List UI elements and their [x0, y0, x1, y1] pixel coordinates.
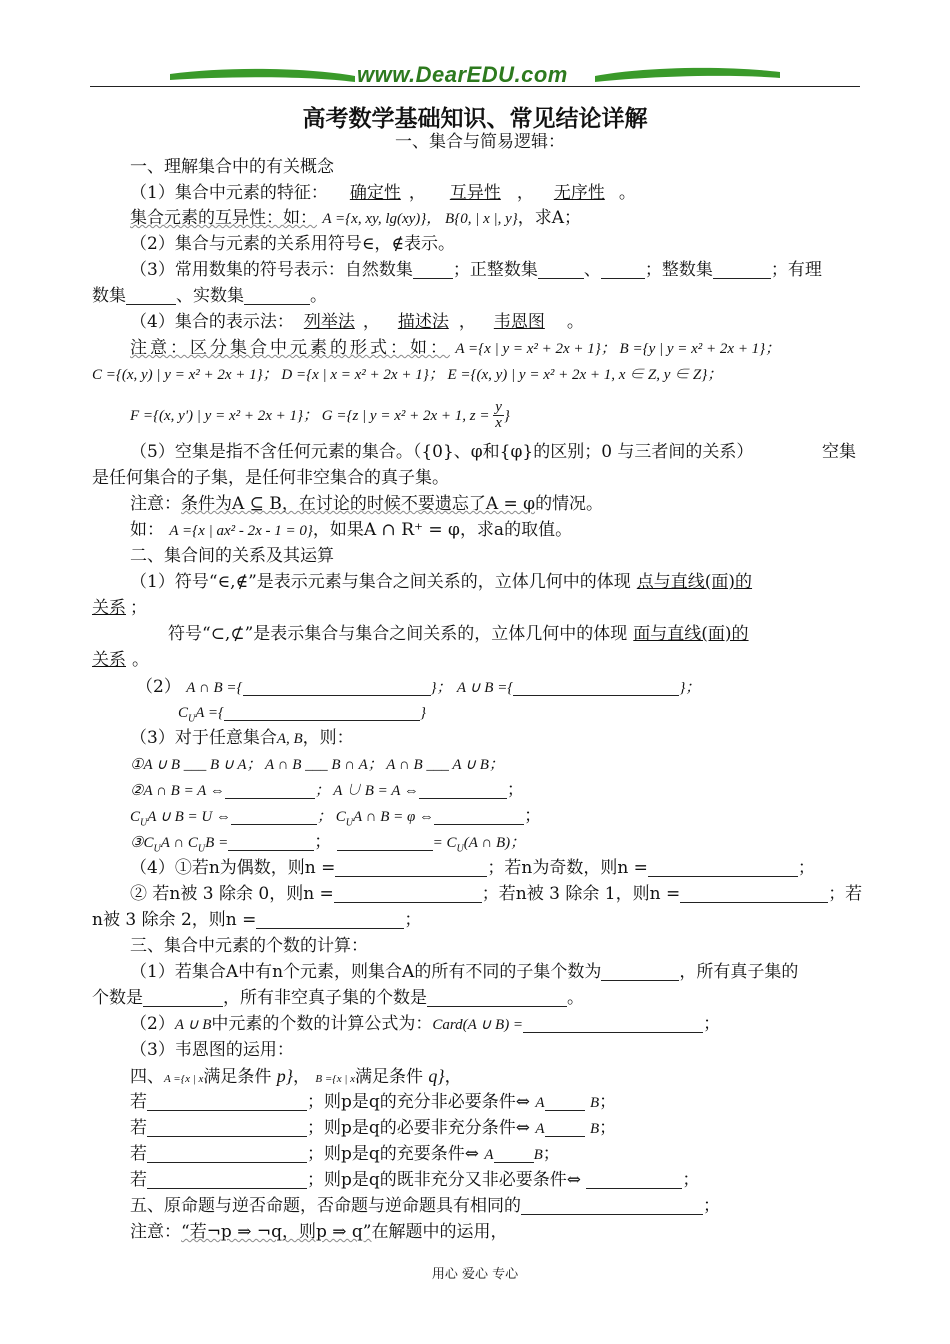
- part2-line5: （2） A ∩ B ={ }； A ∪ B ={ }；: [136, 677, 701, 697]
- part1-heading: 一、理解集合中的有关概念: [130, 157, 334, 177]
- page-footer: 用心 爱心 专心: [431, 1267, 519, 1282]
- part2-line9: ②A ∩ B = A ⇔ ； A ∪ B = A ⇔ ；: [130, 780, 524, 800]
- part3-line1: （1）若集合A中有n个元素，则集合A的所有不同的子集个数为 ，所有真子集的: [130, 962, 799, 982]
- part2-line13: ② 若n被 3 除余 0，则n = ；若n被 3 除余 1，则n = ；若: [130, 884, 863, 904]
- part1-line6: （4）集合的表示法： 列举法 ， 描述法 ， 韦恩图 。: [130, 312, 584, 332]
- section-heading: 一、集合与简易逻辑：: [395, 132, 565, 152]
- page-title: 高考数学基础知识、常见结论详解: [302, 105, 648, 132]
- part1-line12: 注意：条件为A ⊆ B，在讨论的时候不要遗忘了A = φ的情况。: [130, 494, 604, 514]
- part1-line10: （5）空集是指不含任何元素的集合。（{0}、φ和{φ}的区别；0 与三者间的关系）: [130, 442, 754, 462]
- part5-note: 注意：“若¬p ⇒ ¬q，则p ⇒ q”在解题中的运用，: [130, 1222, 508, 1242]
- part2-line11: $③C_UA$ ∩ $C_UB$ = ； = $C_U(A$ ∩ B)；: [130, 832, 526, 855]
- part1-line3: （2）集合与元素的关系用符号∈，∉表示。: [130, 234, 455, 254]
- part1-line4: （3）常用数集的符号表示：自然数集 ；正整数集 、 ；整数集 ；有理: [130, 260, 822, 280]
- header-rule: [90, 86, 860, 87]
- part1-line9: F ={(x, y') | y = x² + 2x + 1}； G ={z | y = x² + 2x + 1, z = $\frac{y}{x}$ }: [130, 399, 510, 431]
- part3-line4: （3）韦恩图的运用：: [130, 1040, 294, 1060]
- part2-line3: 符号“⊂,⊄”是表示集合与集合之间关系的，立体几何中的体现 面与直线(面)的: [168, 624, 749, 644]
- part1-line8: C ={(x, y) | y = x² + 2x + 1}； D ={x | x = x² + 2x + 1}； E ={(x, y) | y = x² + 2x + 1, x ∈ Z, y ∈ Z}；: [92, 367, 723, 383]
- part2-line4: 关系 。: [92, 650, 149, 670]
- part4-row: 若 ；则p是q的充要条件⇔ A B；: [130, 1144, 560, 1164]
- part2-line8: ①A ∪ B ___ B ∪ A； A ∩ B ___ B ∩ A； A ∩ B ___ A ∪ B；: [130, 757, 504, 773]
- part2-line10: $C_UA$ ∪ B = U ⇔ ； $C_UA$ ∩ B = φ ⇔ ；: [130, 806, 542, 829]
- part3-line2: 个数是 ，所有非空真子集的个数是 。: [92, 988, 584, 1008]
- part4-row: 若 ；则p是q的充分非必要条件⇔ A B；: [130, 1092, 617, 1112]
- part2-line12: （4）①若n为偶数，则n = ；若n为奇数，则n = ；: [130, 858, 815, 878]
- part3-line3: （2）A ∪ B中元素的个数的计算公式为：Card(A ∪ B) = ；: [130, 1014, 721, 1034]
- part1-line1: （1）集合中元素的特征： 确定性 ， 互异性 ， 无序性 。: [130, 183, 636, 203]
- part2-line7: （3）对于任意集合A, B，则：: [130, 728, 354, 748]
- part3-heading: 三、集合中元素的个数的计算：: [130, 936, 368, 956]
- part2-heading: 二、集合间的关系及其运算: [130, 546, 334, 566]
- part1-line11: 是任何集合的子集，是任何非空集合的真子集。: [92, 468, 449, 488]
- part2-line1: （1）符号“∈,∉”是表示元素与集合之间关系的，立体几何中的体现 点与直线(面)的: [130, 572, 753, 592]
- part2-line2: 关系 ；: [92, 598, 147, 618]
- part2-line14: n被 3 除余 2，则n = ；: [92, 910, 422, 930]
- site-logo-text: www.DearEDU.com: [357, 62, 568, 87]
- part1-line13: 如： A ={x | ax² - 2x - 1 = 0}，如果A ∩ R⁺ = φ，求a的取值。: [130, 520, 573, 540]
- part4-heading: 四、A ={x | x满足条件 p}， B ={x | x满足条件 q}，: [130, 1066, 462, 1087]
- part1-line10-end: 空集: [822, 442, 856, 462]
- part5-heading: 五、原命题与逆否命题，否命题与逆命题具有相同的 ；: [130, 1196, 720, 1216]
- part4-row: 若 ；则p是q的既非充分又非必要条件⇔ ；: [130, 1170, 700, 1190]
- part1-line7: 注意：区分集合中元素的形式：如： A ={x | y = x² + 2x + 1}； B ={y | y = x² + 2x + 1}；: [130, 338, 781, 358]
- part2-line6: $C_UA$ ={ }: [178, 700, 426, 731]
- part1-line5: 数集 、实数集 。: [92, 286, 327, 306]
- part4-row: 若 ；则p是q的必要非充分条件⇔ A B；: [130, 1118, 617, 1138]
- part1-line2: 集合元素的互异性：如： A ={x, xy, lg(xy)}， B{0, | x |, y}，求A；: [130, 208, 582, 228]
